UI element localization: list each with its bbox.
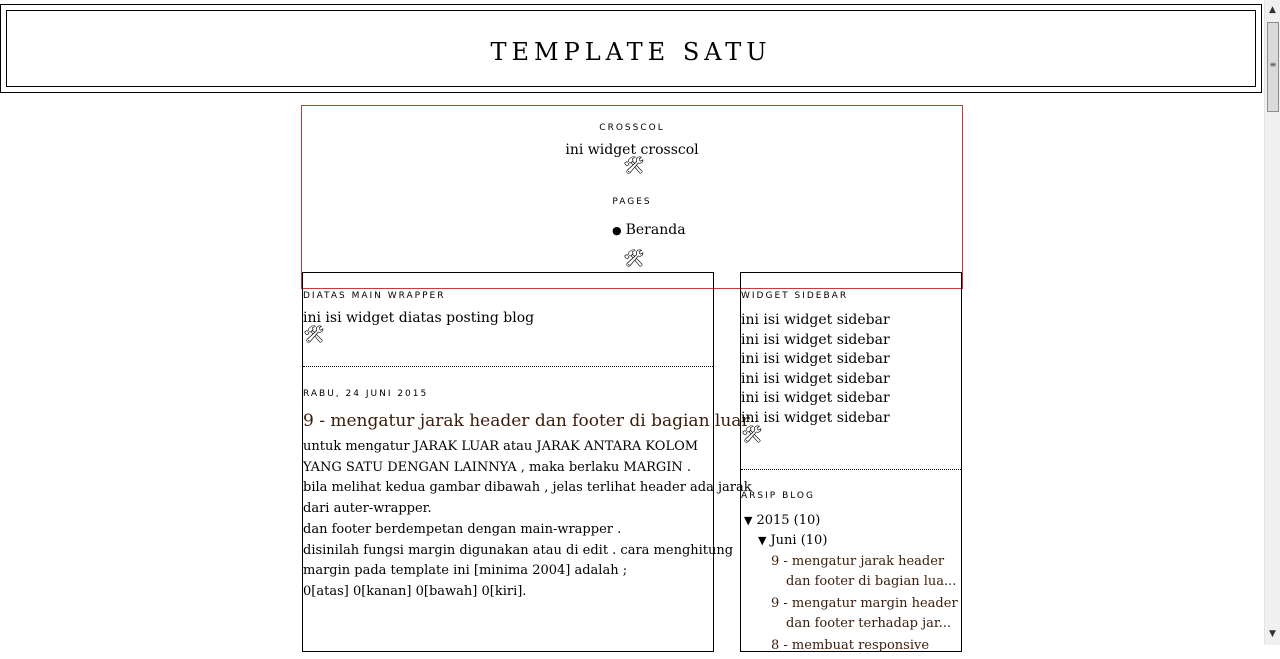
page-link-beranda[interactable]: Beranda bbox=[625, 222, 686, 238]
blog-title[interactable]: TEMPLATE SATU bbox=[490, 38, 772, 66]
archive-year-2015[interactable] bbox=[744, 513, 820, 528]
post-body-line: 0[atas] 0[kanan] 0[bawah] 0[kiri]. bbox=[303, 583, 527, 599]
sidebar-widget-title: WIDGET SIDEBAR bbox=[741, 291, 849, 301]
quick-edit-tools-icon[interactable]: 🛠 bbox=[623, 249, 645, 269]
divider bbox=[741, 469, 961, 470]
vertical-scrollbar[interactable] bbox=[1264, 0, 1280, 645]
post-date: RABU, 24 JUNI 2015 bbox=[303, 389, 429, 399]
post-body-line: bila melihat kedua gambar dibawah , jelas terlihat header ada jarak bbox=[303, 480, 752, 496]
post-body-line: untuk mengatur JARAK LUAR atau JARAK ANTARA KOLOM bbox=[303, 439, 699, 454]
toggle-down-icon[interactable]: ▼ bbox=[744, 514, 753, 527]
crosscol-section bbox=[301, 105, 963, 289]
main-column bbox=[302, 272, 752, 652]
sidebar bbox=[740, 272, 962, 652]
post-body-line: dan footer berdempetan dengan main-wrapper . bbox=[303, 521, 622, 537]
crosscol-widget-text: ini widget crosscol bbox=[565, 142, 699, 158]
pages-widget-title: PAGES bbox=[612, 197, 652, 207]
sidebar-widget-item: ini isi widget sidebar bbox=[741, 370, 890, 387]
crosscol-widget-title: CROSSCOL bbox=[599, 123, 665, 133]
scroll-down-arrow-icon[interactable]: ▼ bbox=[1269, 629, 1276, 639]
sidebar-widget-item: ini isi widget sidebar bbox=[741, 409, 890, 426]
post-body-line: disinilah fungsi margin digunakan atau di edit . cara menghitung bbox=[303, 542, 734, 558]
quick-edit-tools-icon[interactable]: 🛠 bbox=[623, 156, 645, 176]
archive-post-link[interactable]: 9 - mengatur jarak header dan footer di bagian lua... bbox=[771, 554, 957, 589]
archive-month-label[interactable]: Juni (10) bbox=[770, 533, 828, 548]
archive-post-list bbox=[771, 552, 961, 659]
scrollbar-thumb[interactable] bbox=[1267, 22, 1279, 112]
pages-list bbox=[612, 222, 686, 238]
archive-widget-title: ARSIP BLOG bbox=[741, 491, 815, 501]
post-body-line: margin pada template ini [minima 2004] adalah ; bbox=[303, 563, 628, 579]
archive-post-link[interactable]: 9 - mengatur margin header dan footer terhadap jar... bbox=[771, 596, 958, 631]
sidebar-widget-item: ini isi widget sidebar bbox=[741, 351, 890, 367]
sidebar-widget-item: ini isi widget sidebar bbox=[741, 312, 890, 328]
blog-header bbox=[0, 4, 1262, 93]
divider bbox=[303, 366, 713, 367]
header-inner-frame bbox=[6, 10, 1256, 87]
post-body-line: YANG SATU DENGAN LAINNYA , maka berlaku MARGIN . bbox=[303, 459, 692, 475]
main-widget-title: DIATAS MAIN WRAPPER bbox=[303, 291, 446, 301]
archive-post-link[interactable]: 8 - membuat responsive bbox=[771, 638, 930, 653]
post-title[interactable]: 9 - mengatur jarak header dan footer di bagian luar bbox=[303, 411, 750, 431]
quick-edit-tools-icon[interactable]: 🛠 bbox=[741, 425, 763, 445]
quick-edit-tools-icon[interactable]: 🛠 bbox=[303, 325, 325, 345]
scroll-up-arrow-icon[interactable]: ▲ bbox=[1269, 5, 1276, 15]
archive-month-juni[interactable] bbox=[758, 533, 827, 548]
grip-icon: ≡ bbox=[1269, 60, 1277, 69]
sidebar-widget-items bbox=[741, 311, 890, 428]
archive-year-label[interactable]: 2015 (10) bbox=[756, 513, 821, 528]
toggle-down-icon[interactable]: ▼ bbox=[758, 534, 767, 547]
sidebar-widget-item: ini isi widget sidebar bbox=[741, 390, 890, 406]
main-widget-text: ini isi widget diatas posting blog bbox=[303, 310, 535, 326]
sidebar-widget-item: ini isi widget sidebar bbox=[741, 331, 890, 348]
post-body-line: dari auter-wrapper. bbox=[303, 501, 432, 517]
post-body bbox=[303, 437, 752, 603]
bullet-icon: ● bbox=[612, 224, 622, 237]
